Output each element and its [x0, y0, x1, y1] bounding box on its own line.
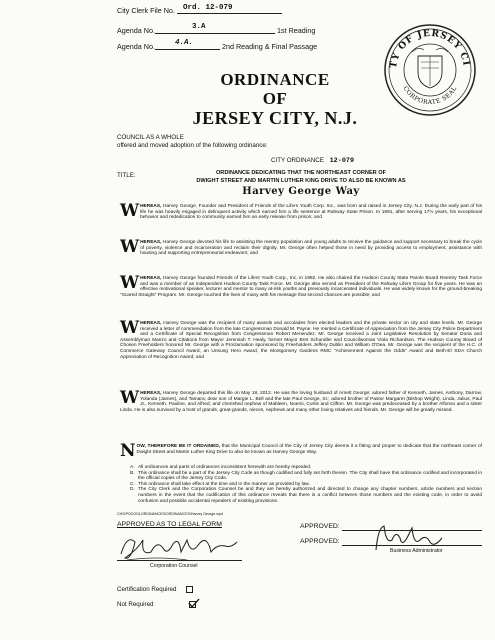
whereas-text: Harvey George founded Friends of the Lifers Youth Corp., Inc. in 1992. He also chaired the Hudson County State Parole Board Reentry Task Force and was a member of an independent Hudson County Task Force. Mr. George also served as President of the Rahway Lifers Group for five years. He was an effective motivational speaker, lecturer and mentor to many at-risk youths and previously incarcerated individuals. He was widely known for the ground-breaking "Scared Straight" Program. Mr. George touched the lives of many with his message that second chances are possible; and — [120, 276, 482, 298]
approved-2-label: APPROVED: — [300, 538, 340, 545]
whereas-lead: HEREAS, — [140, 391, 162, 396]
certification-checkbox[interactable] — [186, 586, 193, 593]
clause-text: This ordinance shall be a part of the Jersey City Code as though codified and fully set forth therein. The City shall have this ordinance codified and incorporated in the official copies of the Jersey City Code. — [138, 470, 482, 482]
seal-top-text: TY OF JERSEY CI — [388, 28, 471, 69]
counsel-signature-graphic — [117, 530, 242, 564]
drop-cap: W — [120, 273, 140, 293]
agenda-1-row — [117, 23, 347, 38]
not-required-label: Not Required — [117, 601, 154, 609]
whereas-paragraph-4 — [120, 318, 482, 360]
ordinance-title-line-1: ORDINANCE DEDICATING THAT THE NORTHEAST CORNER OF — [215, 170, 387, 176]
agenda-1-underline — [155, 33, 275, 34]
agenda-2-underline — [155, 49, 220, 50]
agenda-1-label: Agenda No. — [117, 26, 155, 35]
whereas-lead: HEREAS, — [140, 240, 162, 245]
ordinance-title-line-2: DWIGHT STREET AND MARTIN LUTHER KING DRIVE TO ALSO BE KNOWN AS — [196, 178, 406, 184]
approved-legal-form-label: APPROVED AS TO LEGAL FORM — [117, 521, 222, 528]
clause-text: All ordinances and parts of ordinances inconsistent herewith are hereby repealed. — [138, 465, 312, 470]
clerk-file-value: Ord. 12-079 — [183, 4, 233, 12]
now-therefore-paragraph — [120, 441, 482, 461]
now-therefore-lead: OW, THEREFORE BE IT ORDAINED, — [136, 444, 221, 449]
clerk-file-underline — [177, 13, 282, 14]
whereas-lead: HEREAS, — [140, 204, 162, 209]
city-ordinance-number: 12-079 — [329, 157, 355, 165]
seal-bottom-text: CORPORATE SEAL — [401, 85, 459, 107]
counsel-signature — [117, 530, 242, 564]
whereas-lead: HEREAS, — [140, 321, 162, 326]
drop-cap: W — [120, 388, 140, 408]
agenda-2-value: 4.A. — [175, 39, 194, 47]
check-mark-icon — [188, 598, 200, 608]
offered-line: offered and moved adoption of the following ordinance: — [117, 142, 268, 149]
agenda-2-suffix: 2nd Reading & Final Passage — [222, 42, 318, 51]
clerk-file-label: City Clerk File No. — [117, 6, 175, 15]
business-administrator-label: Business Administrator — [390, 548, 443, 554]
clause-key: D. — [130, 487, 135, 493]
street-name: Harvey George Way — [242, 186, 360, 197]
approved-2-line — [342, 545, 482, 546]
whereas-paragraph-2 — [120, 237, 482, 257]
whereas-lead: HEREAS, — [140, 276, 162, 281]
drop-cap: W — [120, 318, 140, 338]
whereas-paragraph-3 — [120, 273, 482, 298]
now-therefore-text: that the Municipal Council of the City of Jersey City deems it a fitting and proper to dedicate that the northeast corner of Dwight Street and Martin Luther King Drive to also be known as Harvey George Way. — [136, 444, 482, 455]
counsel-signature-line — [117, 560, 242, 561]
whereas-paragraph-1 — [120, 201, 482, 221]
clause-key: A. — [130, 465, 135, 470]
seal-graphic — [382, 22, 478, 118]
approved-1-label: APPROVED: — [300, 523, 340, 530]
drop-cap: W — [120, 201, 140, 221]
file-path: CHS/POCOOLORDINANCES/ORDINANCES/Harvey George.wpd — [117, 512, 223, 516]
drop-cap: N — [120, 441, 136, 461]
city-ordinance-label: CITY ORDINANCE — [271, 157, 324, 164]
title-label: TITLE: — [117, 172, 136, 179]
clause-key: B. — [130, 470, 135, 476]
clause-key: C. — [130, 481, 135, 487]
city-seal — [382, 22, 478, 118]
whereas-text: Harvey George, Founder and President of Friends of the Lifers Youth Corp. Inc., was born and raised in Jersey City, N.J. During the early part of his life he was heavily engaged in delinquent activity which earned him a life sentence at Rahway State Prison. In 1991, after serving 17½ years, his exceptional behavior and rededication to community earned him an early release from prison; and — [140, 204, 482, 221]
clause-text: The City Clerk and the Corporation Counsel be and they are hereby authorized and directed to change any chapter numbers, article numbers and section numbers in the event that the codification of this ordinance reveals that there is a conflict between those numbers and the existing code, in order to avoid confusion and possible accidental repealers of existing provisions. — [138, 487, 482, 504]
clause-item — [130, 471, 482, 482]
certification-required-row — [117, 586, 193, 593]
whereas-text: Harvey George departed this life on May 18, 2012. He was the loving husband of Arnett George; adored father of Kenneth, James, Anthony, Darrow, Yolanda (James), and Tamara; dear son of Margie L. Bell and the late Paul George, Sr.; adored brother of Pastor Margaret (Bishop Wright), Linda, Julius, Paul Jr., Kenneth, Pauline, and Alfred; and cherished nephew of Mableen, Noemi, Curtis and Clifton. Mr. George was predeceased by a brother Alfonso and a sister Linda. He is also survived by a host of grands, great-grands, nieces, nephews and many other loving relatives and friends. Mr. George will be greatly missed. — [120, 391, 482, 413]
corporation-counsel-label: Corporation Counsel — [150, 563, 198, 569]
clerk-file-row — [117, 6, 287, 18]
whereas-paragraph-5 — [120, 388, 482, 413]
agenda-2-row — [117, 39, 367, 54]
clause-item — [130, 487, 482, 504]
not-required-row — [117, 601, 196, 608]
title-line-1: ORDINANCE — [220, 70, 330, 89]
not-required-checkbox[interactable] — [189, 601, 196, 608]
title-line-3: JERSEY CITY, N.J. — [192, 108, 358, 128]
clause-text: This ordinance shall take effect at the time and in the manner as provided by law. — [138, 481, 310, 487]
agenda-1-suffix: 1st Reading — [277, 26, 316, 35]
title-line-2: OF — [262, 89, 288, 108]
certification-required-label: Certification Required — [117, 586, 177, 594]
city-ordinance-row — [271, 157, 354, 165]
clauses-list — [130, 465, 482, 504]
drop-cap: W — [120, 237, 140, 257]
council-line: COUNCIL AS A WHOLE — [117, 134, 184, 141]
whereas-text: Harvey George devoted his life to assisting the reentry population and young adults to receive the guidance and support necessary to break the cycle of poverty, violence and incarceration and reclaim their dignity. Mr. George often helped those in need by providing access to employment, assistance with housing and supporting entrepreneurial endeavors; and — [140, 240, 482, 257]
agenda-2-label: Agenda No. — [117, 42, 155, 51]
whereas-text: Harvey George was the recipient of many awards and accolades from elected leaders and the private sector on city and state levels. Mr. George received a letter of commendation from the late Congressman Donald M. Payne. He merited a Certificate of Appreciation from the Jersey City Police Department and a Certificate of Special Recognition from Congressman Robert Menendez. Mr. George received a Joint Legislative Resolution by Senator Doria and Assemblyman Manzo and Citations from Mayor Jeremiah T. Healy, former Mayor Bret Schundler and Councilwoman Viola Richardson. The Hudson County Board of Chosen Freeholders honored Mr. George with a Proclamation sponsored by Freeholders Jeffery Dublin and William O'Dea. Mr. George was the recipient of the H.C. of Commerce Gateway Council Award, an Unsung Hero Award, the Montgomery Gardens RMC "Achievement Against the Odds" Award and Beth-El SDA Church Appreciation of Recognition Award; and — [120, 321, 482, 360]
agenda-1-value: 3.A — [192, 23, 206, 31]
